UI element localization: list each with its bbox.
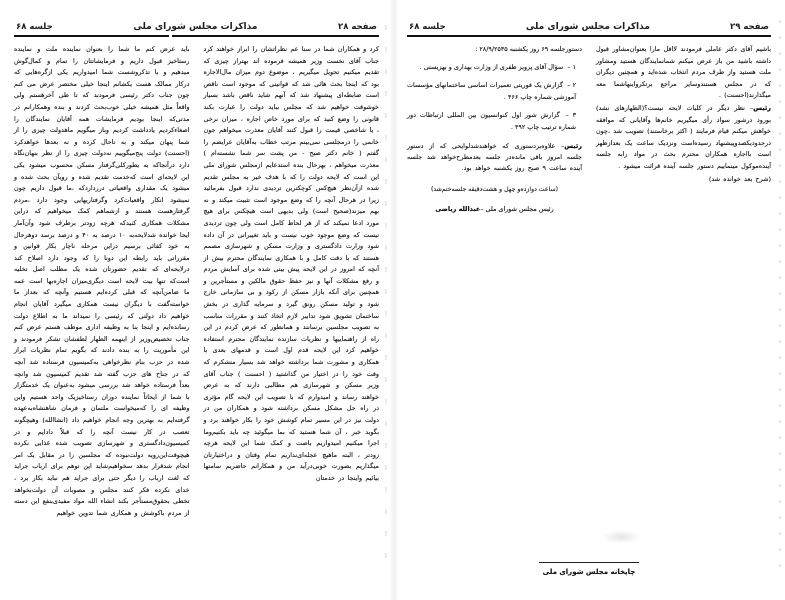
speech-block xyxy=(596,103,771,173)
signature-name: عبدالله ریاضی xyxy=(435,204,481,213)
page-number-label-28: صفحه ۲۸ xyxy=(338,22,377,32)
adjournment-note: (ساعت دوازده‌و چهل و هشت‌دقیقه جلسه‌ختم‌شد) xyxy=(430,186,559,194)
agenda-item-number: ۱ – xyxy=(567,62,576,71)
column-inner-page-28 xyxy=(204,44,380,566)
body-paragraph: باید عرض کنم ما شما را بعنوان نماینده ملت و نماینده رستاخیز قبول داریم و فرمایشاتتان را تمام و کمال‌گوش میدهیم و با تذکروشست شما امیدواریم یکی ازگره‌هایی که درکار ممالک هست یکشانم اینجا خیلی مختصر عرض می کنم چون جناب دکتر رئیسی فرمودند که تا طی آخرهستم ولی واقعاً مثل همیشه خیلی خوب‌بحث کردند و بنده وهمکارانم در مدتی‌که اینجا بودیم فرمایشات همه آقایان نمایندگان را اصغاء‌کردیم یادداشت کردیم وباز میگویم ماهدولت چیزی را از شما پنهان میکند و به ناحال کرده و نه بعدها خواهدکرد (احسنت) دولت پنج‌میگوییم نه‌دولت چیزی را از نظر بنهان‌نگاه دارد درآنجاکه به یطورکلی‌گرفتار مسکن محسوب میشود یکی این لایحه‌ای است که‌خدمت تقدیم شده و رویآن بحث شده و میشود یک مقداری واقعیاتی دررداردکه ،ما قبول داریم چون نمیشود انکار واقعیات‌کرد وگرفتاریهایی وجود دارد ،مردم گرفتارهست هستند و ازشما‌هم کمک میخواهیم که دراین مشکلات همکاری کنیدکه هرچه زودتر برطرف شود وآن‌آمار ایحا خوانده شدلایحه‌به ۱۰ درصد به ۴۰ و درصد برسد دوهرحال به خود کفائی برسیم دراین مرحله ناچار بکار قوانین و مقرراتی باید رابطه این دونا را که وجود دارد اصلاح کند درلایحه‌ای که تقدیم حضورتان شده یک مطلب اصل تخلیه است‌که تنها بیت لایحه است دیگری‌میزان اجاره‌بها است عمه ما ضامن‌آنچه که قبلی کرده‌ایم هستیم وآنچه که بعداز ما خواسته‌گفت با دیگران نیست همکاری میگیرد آقایان انجام خواهیم داد دولتی که رئیسی را نمیداند ما به اطلاع دولت رسانده‌ایم و اینجا بنا به وظیفه اداری موظف هستم عرض کنم جناب تخصیص‌وزیر از اینهمه الطهار لطفشان تشکر فرمودند و این مأموریت را به بنده دادند که بگویم تمام نظریات ابراز شده در حزب بنام نظرخواهی به‌کمیسیون فرستاده شد آنچه که در جناح های حزب گفته شد تقدیم کمیسیون شد وانچه بعداً فرستاده خواهد شد بررسی میشود به‌عنوان یک خدمتگزار با شما از ایحاتاً نماینده دوران رستاخیزیک واحد هستیم واین وظیفه ای را که‌میخواست ملتمان و فرمان شاهنشاه‌به‌عهده گرفته‌ایم به بهترین وجه انجام خواهیم داد (انشاالله) وهیچگونه تعصب در کار نیست آنچه را که قبلاً دادایم و در کمیسیون‌دادگستری و شهرسازی تصویب شده غذایی نکرده هیچوقت‌این‌رویه دولت‌نبوده که مجلسین را در مقابل یک امر انجام شدقرار بدهد سخواهیم‌شاید این توهم برای ارباب جراید که لغت ارباب را دیگر حتی برای جراید هم نباید بکار برد ، خدای نکرده فکر کنند مجلس و مصوبات آن دولت‌بخواهد تخطی بحقوق‌مستأجر بکند انشاء الله مواد مفیدی‌بنفع این دسته از مردم باکوشش و همکاری شما تدوین خواهیم xyxy=(14,45,190,517)
speaker-name: رئیس xyxy=(753,103,771,112)
agenda-item xyxy=(407,62,582,74)
column-outer-page-28 xyxy=(14,44,190,566)
column-outer-page-29 xyxy=(407,44,582,566)
header-rule-right-b xyxy=(14,35,169,37)
colophon xyxy=(393,562,785,576)
publication-title-left: مذاکرات مجلس شورای ملی xyxy=(525,22,650,32)
speaker-name: رئیس xyxy=(564,141,582,150)
body-paragraph: باشیم آقای دکتر عاملی فرمودند لااقل مارا بعنوان‌مشاور قبول داشته باشید من باز عرض میکنم شما‌نمایندگان هستید ومشاور ملت هستید واز طرف مردم انتخاب شده‌اید و همچنین دیگران که در مجلس هستندوسایر مراجع برتکرواینهاشما معه میگذارند(احسنت) . xyxy=(596,45,771,100)
page-number-label-29: صفحه ۲۹ xyxy=(730,22,769,32)
signature-role: رئیس مجلس شورای ملی – xyxy=(480,204,554,213)
columns-page-29 xyxy=(407,44,771,566)
agenda-item xyxy=(407,80,582,103)
running-head-page-28 xyxy=(16,16,377,32)
column-inner-page-29 xyxy=(596,44,771,566)
page-29 xyxy=(393,0,785,600)
agenda-item-text: سؤال آقای پرویز ظفری از وزارت بهداری و بهزیستی . xyxy=(419,62,564,71)
session-label-right: جلسه ۶۸ xyxy=(16,22,53,32)
publication-title-right: مذاکرات مجلس شورای ملی xyxy=(133,22,258,32)
agenda-heading: دستورجلسه ۶۹ روز یکشنبه ۲۸/۹/۲۵۳۵ : xyxy=(475,45,582,53)
speech-text: – علاوه‌بردستوری که خواهندشدلوایحی که از دستور جلسه امروز باقی مانده‌در جلسه بعدمطرح‌خواهد شد جلسه آینده ساعت ۹ صبح روز یکشنبه خواهد بود. xyxy=(407,141,582,172)
running-head-page-29 xyxy=(409,16,769,32)
speech-text: – نظر دیگر در کلیات لایحه نیست؟(الظهارهای نشد) بورود درشور سواد رأی میگیریم خانم‌ها وآقایانی که موافقه خواهش میکنم قیام فرمایند ( اکثر برخاستند) تصویب شد ،چون درحدود‌یکصد‌وپیشنهاد رسیده‌است ونزدیک ساعت یک بعدازظهر است بااجازه همکاران محترم بحث در مواد رابه جلسه آینده‌موکول مینماییم دستور جلسه آینده قرائت میشود . xyxy=(595,103,771,170)
speech-block xyxy=(407,141,582,175)
agenda-item xyxy=(407,110,582,133)
session-label-left: جلسه ۶۸ xyxy=(409,22,446,32)
agenda-item-number: ۳ – xyxy=(565,111,576,120)
body-paragraph: کرد و همکاران شما در سنا عم نظراتشان را ابراز خواهند کرد جناب آقای نخست وزیر همیشه فرموده اند بهتراز چیزی که تقدیم میکنیم تحویل میگیریم ، موضوع دوم میزان مال‌الاجاره بود که اینجا بحث هائی شد که قوانینی که موجود است ناقص است ضابطه‌ای پیشنهاد شد که آنهم شاید ناقص باشد بسیار خوشوقت خواهیم شد که مجلس بباید دولت را عبارت بکند قانونی را وضع کنید که برای مورد خاص اجاره ، میزان نرخی ، یا شاخصی قیمت را قبول کنند آقایان معذرت میخواهم جون خانمی را درمجلسی نمی‌بینم مرتب خطاب به‌آقایان عرایضم را گفتم ( خانم دکتر صبح - من پشت سر شما نشسته‌ام ) معذرت میخواهم ، بهرحال بنده استدعایم ازمجلس شورای ملی این است که لایحه دولت را که با هدف خیر به مجلس تقدیم شده ازآن‌نظر هیچ‌کس کوچکترین تردیدی ندارد قبول بفرمائید زیرا در هرحال آنچه را که وضع موجود است تثبیت میکند و نه بهم میزند(صحیح است) ولی بدیهی است هیچکس برای هیچ مورد ادعا نمیکند که از هر لحاظ کامل است ولی چون تردیدی نیست که وضع موجود خوب نیست و باید تغییراتی در آن داده شود وزارت دادگستری و وزارت مسکن و شهرسازی مصمم هستند که با دقت کامل و با همکاری نمایندگان محترم بیش از آنچه که امروز در این لایحه پیش بینی شده برای آسایش مردم و رفع مشکلات آنها و نیز حفظ حقوق مالکین و مستأجرین و همچنین برای آنکه بازار مسکن از رکود و بی سازمانی خارج شود و تولید مسکن رونق گیرد و سرمایه گذاری در بخش ساختمان تشویق شود تدابیر لازم اتخاذ کنند و مقررات مناسب به تصویب مجلسین برسانند و همانطور که عرض کردم در این راه از راهنماییها و نظریات سازنده نمایندگان محترم استفاده خواهیم کرد این لایحه قدم اول است و قدمهای بعدی با همکاری و مشورت شما برداشته خواهد شد بسیار متشکرم که وقت خود را در اختیار من گذاشتید ( احسنت ) جناب آقای وزیر مسکن و شهرسازی هم مطالبی دارند که به عرض خواهند رساند و امیدوارم که با تصویب این لایحه گام مؤثری در راه حل مشکل مسکن برداشته شود و همکاران من در دولت نیز در این مسیر تمام کوشش خود را بکار خواهند برد و بگوید خبر ، آن شما هستید که بما میگوئید چه باید بکنیم‌وما اجرا میکنیم امیدواریم باصت و کمک شما این لایحه هرچه زودتر ، البته ماهیچ عجله‌ای‌نداریم تمام وقتان و دراختیارتان میگذاریم بصورت خوبی‌درآید من و همکارانم حاضریم سامتها بیائیم واینجا در خدمتان xyxy=(203,45,379,482)
agenda-item-text: گزارش شور اول کنوانسیون بین المللی ارتباطات دور شماره ترتیب چاپ ۴۹۲ . xyxy=(407,111,576,131)
agenda-item-text: گزارش یک فوریتی تعمیرات اساسی ساختمانهای مؤسسات آموزشی شماره چاپ ۴۶۶ . xyxy=(407,81,576,101)
signature-line xyxy=(407,204,582,215)
agenda-item-number: ۲ – xyxy=(567,81,576,90)
colophon-text: چاپخانه مجلس شورای ملی xyxy=(542,568,636,576)
columns-page-28 xyxy=(14,44,379,566)
header-rule-left-b xyxy=(407,35,563,37)
stage-direction: (شرح بعد خوانده شد) xyxy=(708,174,771,183)
colophon-rule xyxy=(539,562,639,563)
header-rule-right-a xyxy=(172,35,379,37)
header-rule-left-a xyxy=(563,35,771,37)
